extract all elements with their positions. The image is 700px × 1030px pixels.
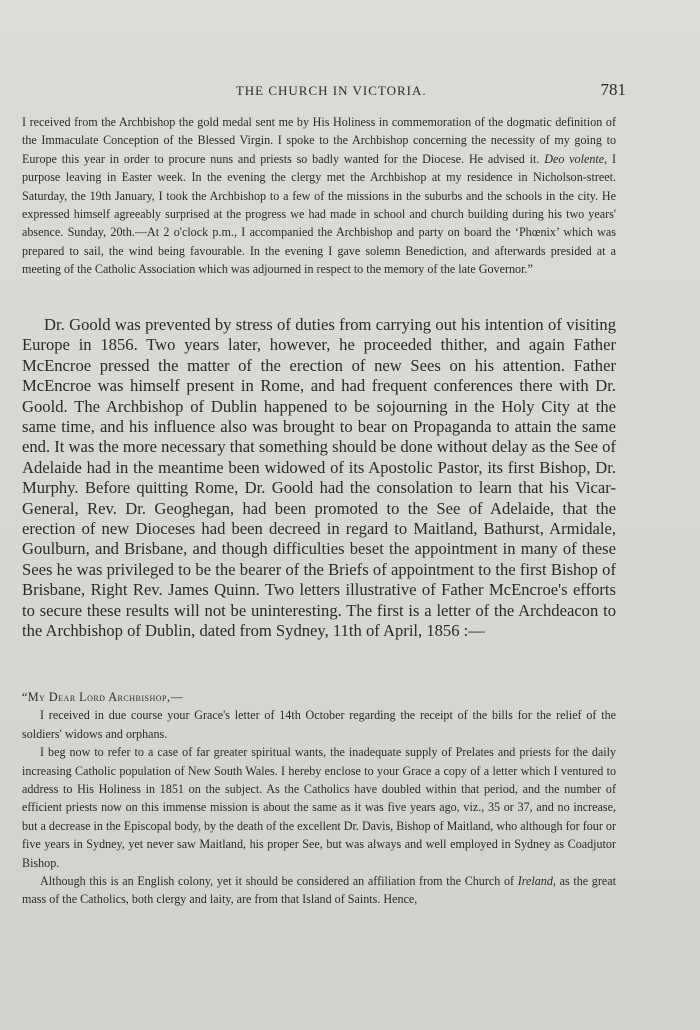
page-header [22,80,626,100]
letter-paragraph-2: I beg now to refer to a case of far greater spiritual wants, the inadequate supply of Prelates and priests for the daily increasing Catholic population of New South Wales. I hereby enclose to your Grace a copy of a letter which I ventured to address to His Holiness in 1851 on the subject. As the Catholics have doubled within that period, and the number of efficient priests now on this immense mission is about the same as it was five years ago, viz., 35 or 37, and no increase, but a decrease in the Episcopal body, by the death of the excellent Dr. Davis, Bishop of Maitland, who although for four or five years in Sydney, yet never saw Maitland, his proper See, but was always and well employed in Sydney as Coadjutor Bishop. [22,745,616,870]
diary-quotation [22,113,616,279]
running-title: THE CHURCH IN VICTORIA. [235,83,427,98]
diary-quotation-text [22,113,616,279]
letter-salutation: “My Dear Lord Archbishop,— [22,690,184,704]
main-paragraph-text: Dr. Goold was prevented by stress of duties from carrying out his intention of visiting Europe in 1856. Two years later, however, he proceeded thither, and again Father McEncroe pressed the matter of the erection of new Sees on his attention. Father McEncroe was himself present in Rome, and had frequent conferences there with Dr. Goold. The Archbishop of Dublin happened to be sojourning in the Holy City at the same time, and his influence also was brought to bear on Propaganda to attain the same end. It was the more necessary that something should be done without delay as the See of Adelaide had in the meantime been widowed of its Apostolic Pastor, its first Bishop, Dr. Murphy. Before quitting Rome, Dr. Goold had the consolation to learn that his Vicar-General, Rev. Dr. Geoghegan, had been promoted to the See of Adelaide, that the erection of new Dioceses had been decreed in regard to Maitland, Bathurst, Armidale, Goulburn, and Brisbane, and though difficulties beset the appointment in many of these Sees he was privileged to be the bearer of the Briefs of appointment to the first Bishop of Brisbane, Right Rev. James Quinn. Two letters illustrative of Father McEncroe's efforts to secure these results will not be uninteresting. The first is a letter of the Archdeacon to the Archbishop of Dublin, dated from Sydney, 11th of April, 1856 :— [22,315,616,641]
letter-paragraph-1: I received in due course your Grace's letter of 14th October regarding the receipt of the bills for the relief of the soldiers' widows and orphans. [22,708,616,741]
letter-p3-part-1: Although this is an English colony, yet it should be considered an affiliation from the Church of [40,874,518,889]
letter-paragraph-3 [22,872,616,909]
page-number: 781 [600,80,626,99]
letter-quotation [22,688,616,909]
diary-text-part-1: I received from the Archbishop the gold medal sent me by His Holiness in commemoration of the dogmatic definition of the Immaculate Conception of the Blessed Virgin. I spoke to the Archbishop concerning the necessity of my going to Europe this year in order to procure nuns and priests so badly wanted for the Diocese. He advised it. [22,115,616,166]
main-paragraph [22,315,616,642]
letter-p3-part-2: , as the great mass of the Catholics, both clergy and laity, are from that Island of Saints. Hence, [22,874,616,907]
diary-italic-phrase: Deo volente [544,151,605,166]
letter-p3-italic: Ireland [517,874,553,889]
diary-text-part-2: , I purpose leaving in Easter week. In the evening the clergy met the Archbishop at my residence in Nicholson-street. Saturday, the 19th January, I took the Archbishop to a few of the missions in the suburbs and the schools in the city. He expressed himself agreeably surprised at the progress we had made in school and church building during his two years' absence. Sunday, 20th.—At 2 o'clock p.m., I accompanied the Archbishop and party on board the ‘Phœnix’ which was prepared to sail, the wind being favourable. In the evening I gave solemn Benediction, and afterwards presided at a meeting of the Catholic Association which was adjourned in respect to the memory of the late Governor.” [22,151,617,277]
